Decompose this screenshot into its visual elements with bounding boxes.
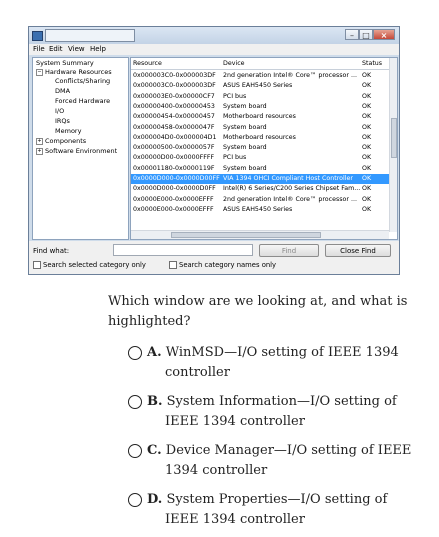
cell-status: OK — [362, 205, 372, 213]
table-row[interactable] — [131, 184, 389, 194]
vertical-scrollbar[interactable] — [389, 58, 398, 232]
cell-status: OK — [362, 123, 372, 131]
option-letter: B. — [147, 394, 163, 409]
question-text: Which window are we looking at, and what is highlighted? — [108, 294, 408, 329]
cell-device: Motherboard resources — [223, 133, 296, 141]
tree-item-irqs[interactable]: IRQs — [55, 117, 70, 125]
minimize-button[interactable]: – — [345, 29, 359, 40]
app-icon — [32, 31, 43, 41]
cell-status: OK — [362, 82, 372, 90]
option-text-cont: controller — [165, 365, 230, 380]
table-row[interactable] — [131, 164, 389, 174]
window-title-box — [45, 29, 135, 42]
cell-resource: 0x0000D000-0x0000D00FF — [133, 175, 220, 182]
cell-resource: 0x00000454-0x00000457 — [133, 113, 215, 121]
option-text-cont: 1394 controller — [165, 463, 268, 478]
radio-icon[interactable] — [128, 493, 142, 507]
cell-device: ASUS EAH5450 Series — [223, 205, 293, 213]
tree-item-system-summary[interactable]: System Summary — [36, 59, 94, 67]
table-row[interactable] — [131, 143, 389, 153]
tree-item-hardware-resources[interactable] — [36, 68, 112, 77]
column-status[interactable]: Status — [362, 60, 383, 67]
table-row[interactable] — [131, 71, 389, 81]
msinfo-window — [28, 26, 400, 275]
cell-resource: 0x0000E000-0x0000EFFF — [133, 205, 214, 213]
table-row[interactable] — [131, 112, 389, 122]
table-row[interactable] — [131, 195, 389, 205]
menu-bar — [29, 44, 399, 55]
table-row[interactable] — [131, 123, 389, 133]
option-letter: C. — [147, 443, 162, 458]
cell-resource: 0x0000E000-0x0000EFFF — [133, 195, 214, 203]
option-text: WinMSD—I/O setting of IEEE 1394 — [165, 345, 399, 360]
expand-icon[interactable]: + — [37, 137, 42, 144]
tree-item-dma[interactable]: DMA — [55, 87, 71, 95]
tree-item-label: Hardware Resources — [45, 68, 112, 76]
cell-device: System board — [223, 102, 267, 110]
cell-status: OK — [362, 113, 372, 121]
radio-icon[interactable] — [128, 346, 142, 360]
tree-item-software-environment[interactable] — [36, 147, 117, 156]
cell-resource: 0x0000D000-0x0000D0FF — [133, 185, 216, 193]
menu-edit[interactable]: Edit — [49, 45, 63, 53]
cell-device: PCI bus — [223, 92, 247, 100]
checkbox-box[interactable] — [33, 261, 41, 269]
option-text: Device Manager—I/O setting of IEEE — [165, 443, 412, 458]
menu-help[interactable]: Help — [90, 45, 106, 53]
cell-resource: 0x000004D0-0x000004D1 — [133, 133, 217, 141]
menu-view[interactable]: View — [68, 45, 85, 53]
option-letter: D. — [147, 492, 163, 507]
cell-resource: 0x00001180-0x0000119F — [133, 164, 215, 172]
tree-item-label: Components — [45, 137, 87, 145]
table-row[interactable] — [131, 81, 389, 91]
cell-status: OK — [362, 92, 372, 100]
category-tree — [32, 57, 129, 240]
cell-resource: 0x00000400-0x00000453 — [133, 102, 215, 110]
find-button[interactable]: Find — [259, 244, 319, 257]
scroll-thumb[interactable] — [171, 232, 321, 238]
cell-status: OK — [362, 164, 372, 172]
checkbox-label: Search category names only — [179, 261, 277, 269]
option-text: System Information—I/O setting of — [166, 394, 397, 409]
table-row[interactable] — [131, 92, 389, 102]
expand-icon[interactable]: + — [37, 147, 42, 154]
list-header — [131, 58, 389, 70]
checkbox-label: Search selected category only — [43, 261, 146, 269]
tree-item-components[interactable] — [36, 137, 86, 146]
cell-device: PCI bus — [223, 154, 247, 162]
cell-resource: 0x000003C0-0x000003DF — [133, 72, 216, 79]
table-row[interactable] — [131, 174, 389, 184]
cell-status: OK — [362, 144, 372, 152]
search-names-checkbox[interactable] — [169, 261, 276, 269]
cell-device: VIA 1394 OHCI Compliant Host Controller — [223, 175, 353, 182]
cell-status: OK — [362, 195, 372, 203]
cell-device: System board — [223, 164, 267, 172]
tree-item-memory[interactable]: Memory — [55, 127, 82, 135]
table-row[interactable] — [131, 205, 389, 215]
cell-device: Intel(R) 6 Series/C200 Series Chipset Fam... — [223, 185, 360, 193]
checkbox-box[interactable] — [169, 261, 177, 269]
table-row[interactable] — [131, 102, 389, 112]
option-letter: A. — [147, 345, 162, 360]
tree-item-conflicts[interactable]: Conflicts/Sharing — [55, 77, 111, 85]
menu-file[interactable]: File — [33, 45, 45, 53]
maximize-button[interactable]: □ — [359, 29, 373, 40]
column-device[interactable]: Device — [223, 60, 245, 67]
table-row[interactable] — [131, 133, 389, 143]
option-text-cont: IEEE 1394 controller — [165, 414, 305, 429]
tree-item-label: Software Environment — [45, 147, 118, 155]
find-bar — [29, 241, 399, 274]
tree-item-io[interactable]: I/O — [55, 107, 65, 115]
radio-icon[interactable] — [128, 395, 142, 409]
cell-resource: 0x000003E0-0x00000CF7 — [133, 92, 215, 100]
cell-resource: 0x000003C0-0x000003DF — [133, 82, 216, 90]
close-find-button[interactable]: Close Find — [325, 244, 391, 257]
cell-status: OK — [362, 72, 372, 79]
cell-device: 2nd generation Intel® Core™ processor ... — [223, 195, 357, 203]
cell-status: OK — [362, 133, 372, 141]
horizontal-scrollbar[interactable] — [131, 230, 389, 239]
cell-device: Motherboard resources — [223, 113, 296, 121]
cell-resource: 0x00000500-0x0000057F — [133, 144, 215, 152]
cell-status: OK — [362, 154, 372, 162]
close-button[interactable]: × — [373, 29, 395, 40]
table-row[interactable] — [131, 153, 389, 163]
scroll-thumb[interactable] — [391, 118, 397, 158]
option-text-cont: IEEE 1394 controller — [165, 512, 305, 527]
cell-device: 2nd generation Intel® Core™ processor ... — [223, 72, 357, 79]
tree-item-forced-hardware[interactable]: Forced Hardware — [55, 97, 111, 105]
find-input[interactable] — [113, 244, 253, 256]
collapse-icon[interactable]: − — [37, 68, 42, 75]
column-resource[interactable]: Resource — [133, 60, 162, 67]
search-selected-checkbox[interactable] — [33, 261, 146, 269]
title-bar — [29, 27, 399, 44]
cell-status: OK — [362, 175, 372, 182]
resource-list — [130, 57, 398, 240]
cell-status: OK — [362, 185, 372, 193]
radio-icon[interactable] — [128, 444, 142, 458]
cell-device: System board — [223, 123, 267, 131]
find-label: Find what: — [33, 247, 70, 255]
cell-resource: 0x00000458-0x0000047F — [133, 123, 215, 131]
cell-device: System board — [223, 144, 267, 152]
cell-resource: 0x00000D00-0x0000FFFF — [133, 154, 215, 162]
cell-device: ASUS EAH5450 Series — [223, 82, 293, 90]
cell-status: OK — [362, 102, 372, 110]
option-text: System Properties—I/O setting of — [166, 492, 388, 507]
